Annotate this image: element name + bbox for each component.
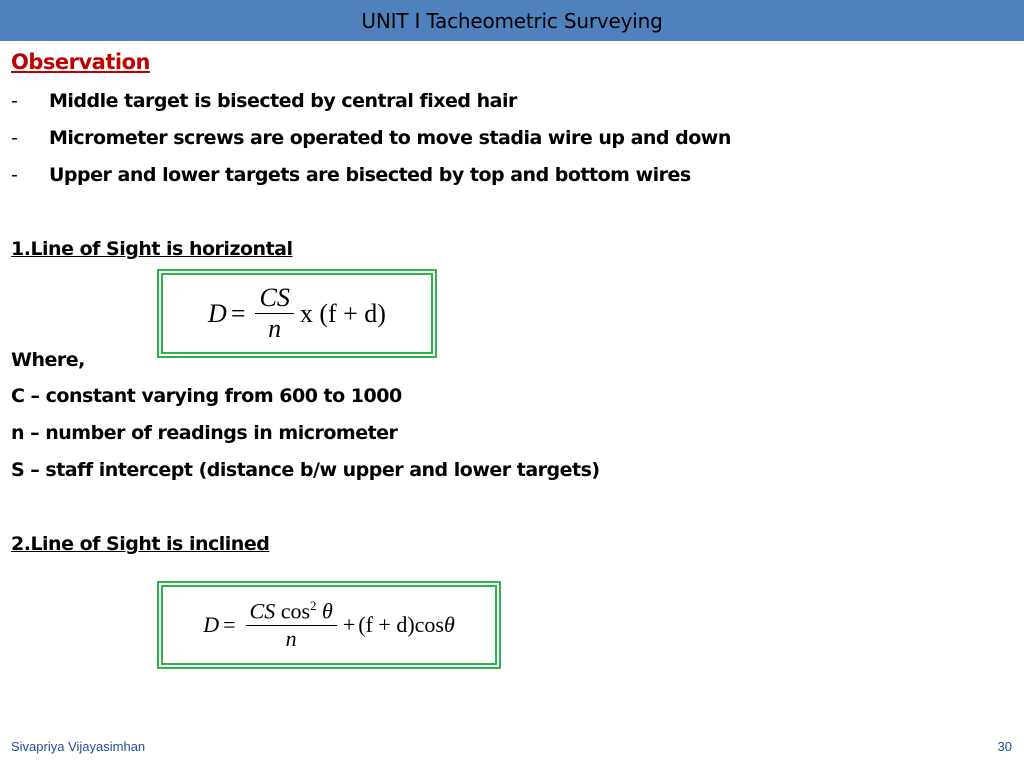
definition-item: S – staff intercept (distance b/w upper and lower targets): [11, 459, 600, 481]
bullet-marker: -: [11, 164, 18, 186]
formula-rhs: x (f + d): [299, 298, 386, 328]
formula-plus: +: [342, 611, 356, 637]
formula-denominator: n: [268, 314, 282, 343]
observation-heading: Observation: [11, 50, 150, 74]
numerator-exponent: 2: [310, 598, 317, 614]
page-number: 30: [997, 739, 1012, 754]
slide-title: UNIT I Tacheometric Surveying: [361, 8, 663, 33]
formula-numerator: [246, 598, 337, 625]
formula-inclined: [203, 598, 455, 651]
bullet-text: Micrometer screws are operated to move stadia wire up and down: [49, 127, 731, 149]
bullet-marker: -: [11, 127, 18, 149]
formula-horizontal: [208, 283, 386, 344]
formula-numerator: CS: [255, 283, 293, 314]
numerator-cos: cos: [280, 598, 311, 624]
formula-rhs-theta: θ: [443, 611, 455, 637]
formula-inclined-box: [157, 581, 501, 669]
bullet-item: [11, 126, 731, 150]
definition-item: C – constant varying from 600 to 1000: [11, 385, 402, 407]
formula-fraction: [255, 283, 293, 344]
bullet-marker: -: [11, 90, 18, 112]
bullet-item: [11, 89, 517, 113]
formula-lhs: D: [208, 298, 227, 328]
formula-equals: =: [223, 611, 236, 637]
formula-fraction: [246, 598, 337, 651]
formula-horizontal-box: [157, 269, 437, 358]
bullet-item: [11, 163, 691, 187]
bullet-text: Upper and lower targets are bisected by top and bottom wires: [49, 164, 691, 186]
case2-heading: 2.Line of Sight is inclined: [11, 533, 270, 555]
footer-author: Sivapriya Vijayasimhan: [11, 739, 146, 754]
bullet-text: Middle target is bisected by central fixed hair: [49, 90, 517, 112]
title-bar: [0, 0, 1024, 41]
numerator-cs: CS: [249, 598, 276, 624]
formula-equals: =: [230, 298, 246, 328]
formula-denominator: n: [285, 625, 297, 651]
definition-item: n – number of readings in micrometer: [11, 422, 398, 444]
numerator-theta: θ: [322, 598, 333, 624]
case1-heading: 1.Line of Sight is horizontal: [11, 238, 293, 260]
where-label: Where,: [11, 349, 85, 371]
formula-inclined-inner: [161, 585, 497, 665]
formula-lhs: D: [203, 611, 220, 637]
formula-horizontal-inner: [161, 273, 433, 354]
formula-rhs: (f + d)cos: [358, 611, 444, 637]
